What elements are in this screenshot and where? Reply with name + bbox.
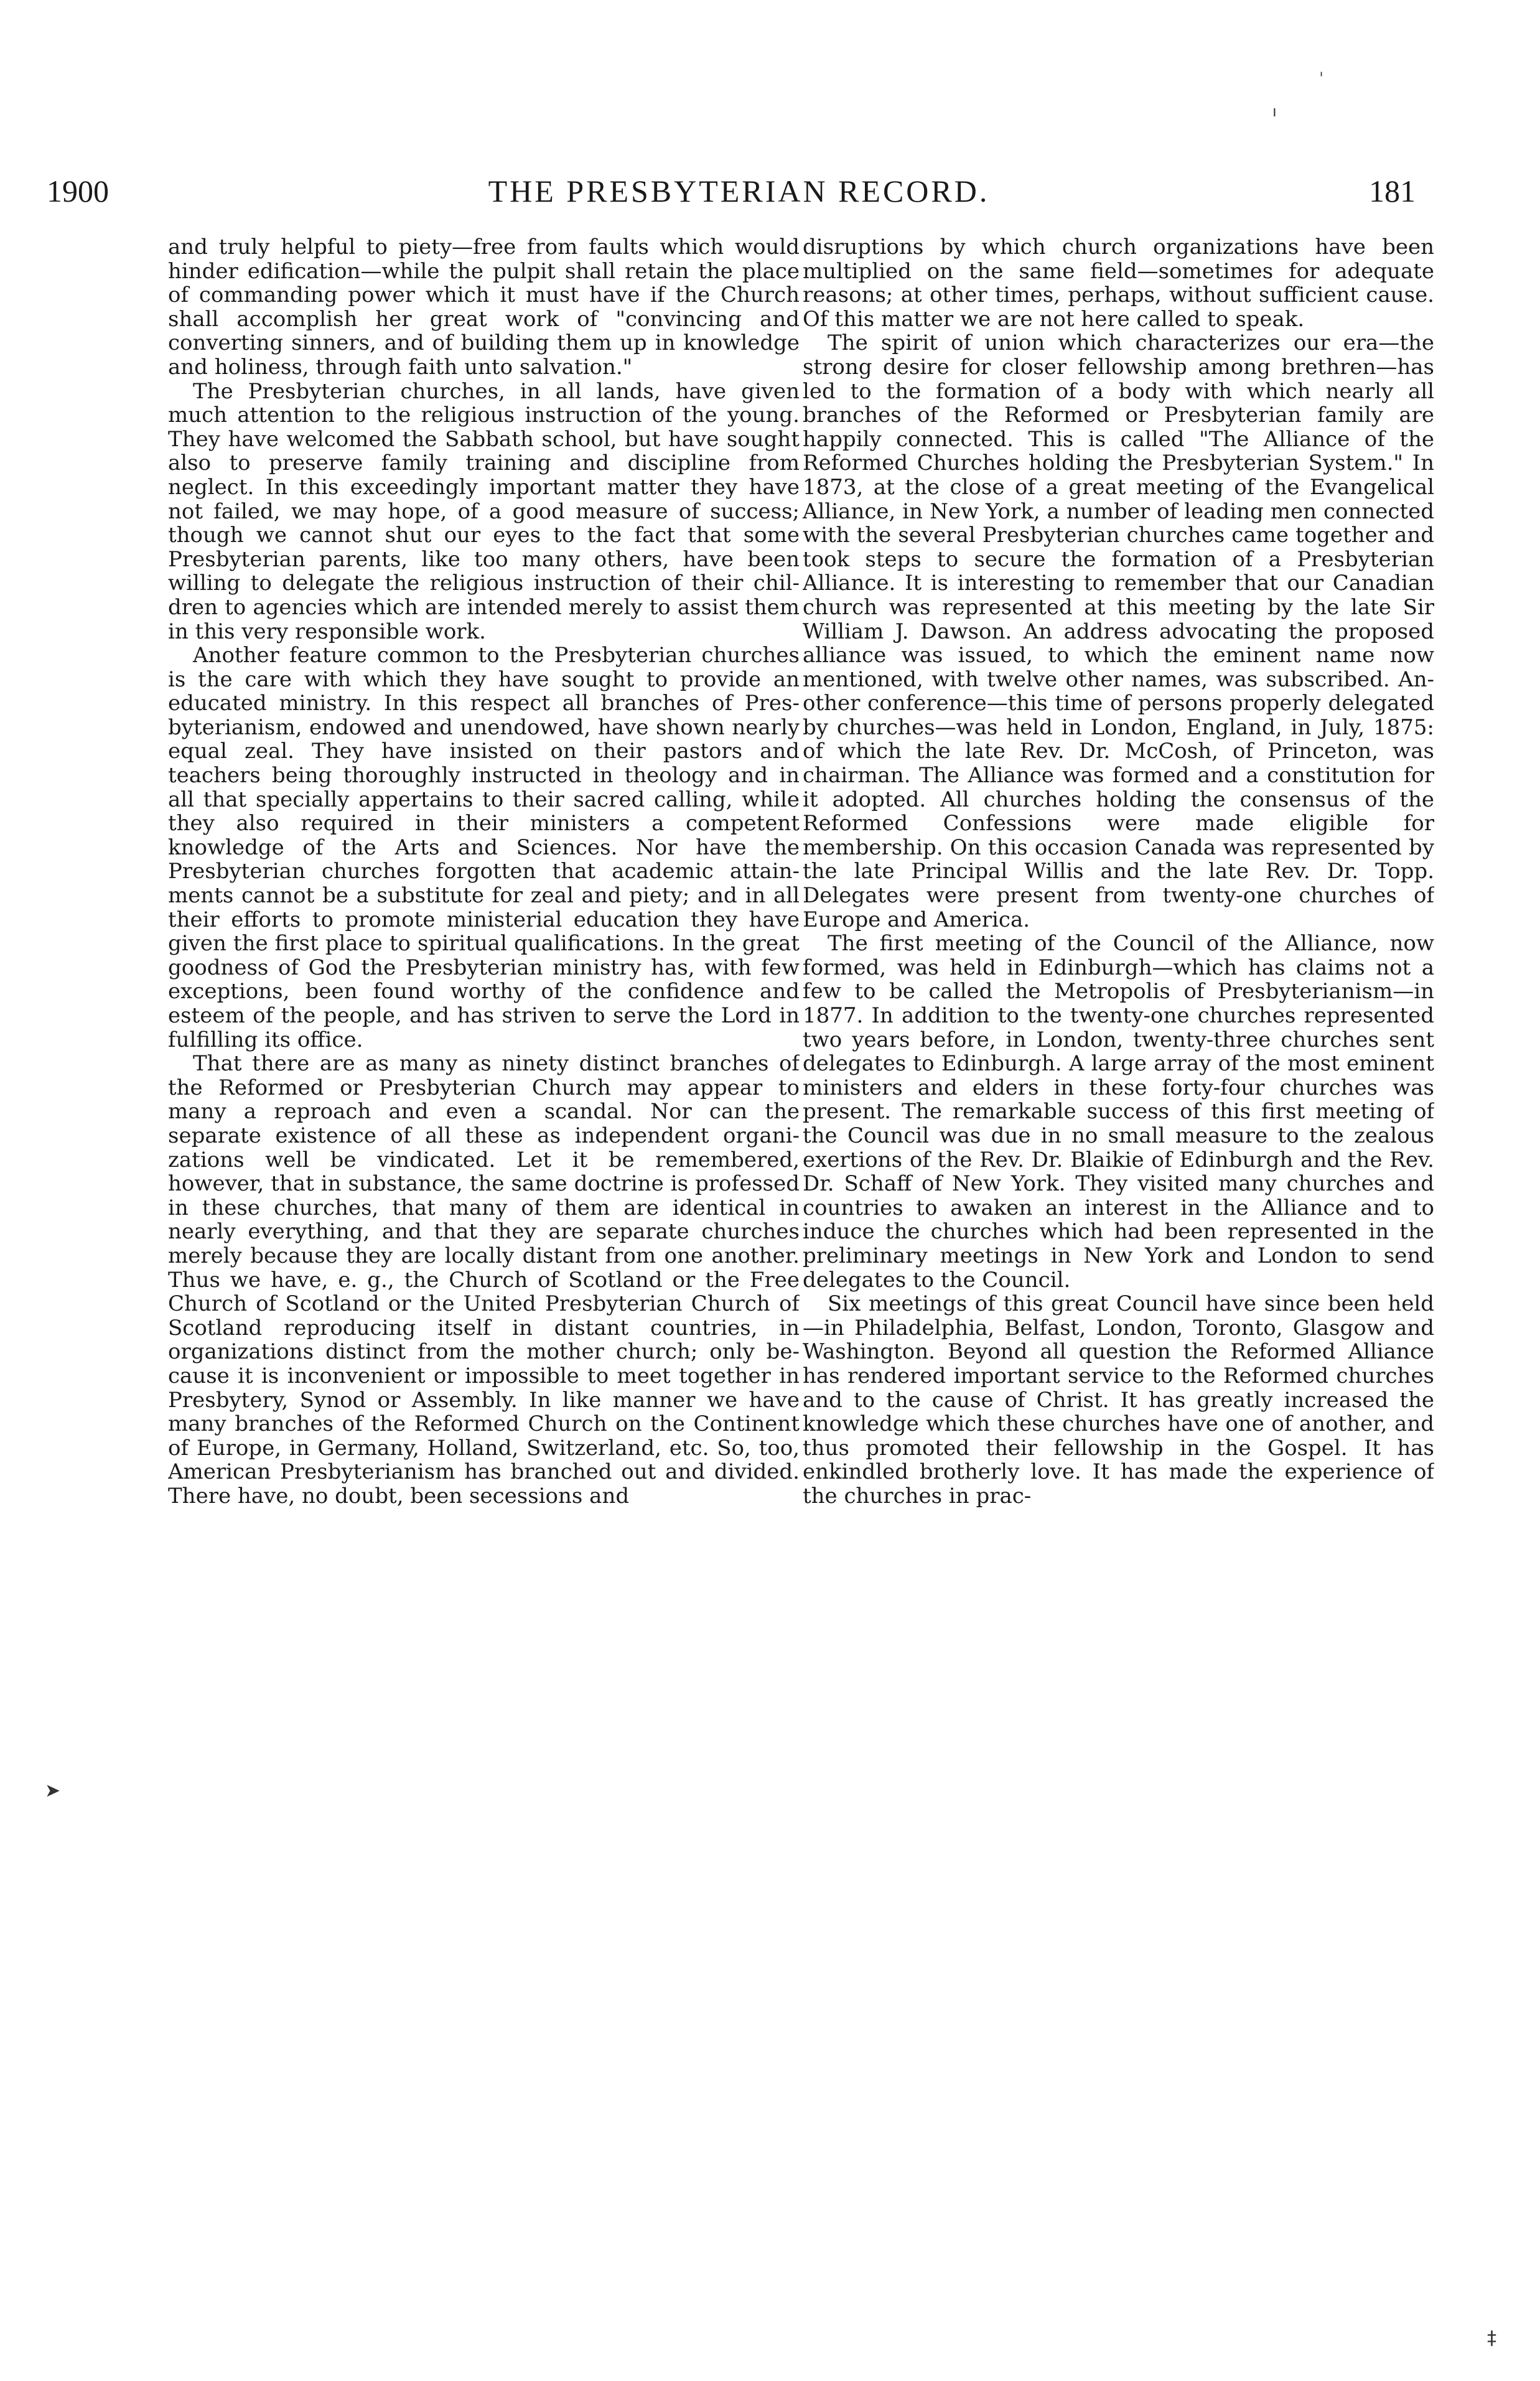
scan-arrow-mark-icon: ➤ [45,1780,61,1802]
page-number: 181 [1368,174,1416,208]
paragraph: Six meetings of this great Council have since been held—in Philadelphia, Belfast, London, Toronto, Glasgow and Washington. Beyond all question the Reformed Alliance has rendered important service to the Reformed churches and to the cause of Christ. It has greatly increased the knowledge which these churches have one of another, and thus promoted their fellowship in the Gospel. It has enkindled brotherly love. It has made the experience of the churches in prac- [803,1291,1434,1509]
scan-speck-icon: ‡ [1487,2327,1496,2349]
header-year: 1900 [47,174,109,208]
paragraph: disruptions by which church organizations have been multiplied on the same field—sometimes for adequate reasons; at other times, perhaps, without sufficient cause. Of this matter we are not here called to speak. [803,235,1434,332]
scan-speck-icon: ˈ [1319,70,1324,88]
right-column [803,235,1434,2301]
paragraph: The spirit of union which characterizes our era—the strong desire for closer fellowship among brethren—has led to the formation of a body with which nearly all branches of the Reformed or Presbyterian family are happily connected. This is called "The Alliance of the Reformed Churches holding the Presbyterian System." In 1873, at the close of a great meeting of the Evangelical Alliance, in New York, a number of leading men connected with the several Presbyterian churches came together and took steps to secure the formation of a Presbyterian Alliance. It is interesting to remember that our Canadian church was represented at this meeting by the late Sir William J. Dawson. An address advocating the proposed alliance was issued, to which the eminent name now mentioned, with twelve other names, was subscribed. Another conference—this time of persons properly delegated by churches—was held in London, England, in July, 1875: of which the late Rev. Dr. McCosh, of Princeton, was chairman. The Alliance was formed and a constitution for it adopted. All churches holding the consensus of the Reformed Confessions were made eligible for membership. On this occasion Canada was represented by the late Principal Willis and the late Rev. Dr. Topp. Delegates were present from twenty-one churches of Europe and America. [803,330,1434,932]
journal-title: THE PRESBYTERIAN RECORD. [488,174,990,208]
left-column [168,235,800,2301]
paragraph: That there are as many as ninety distinct branches of the Reformed or Presbyterian Church may appear to many a reproach and even a scandal. Nor can the separate existence of all these as independent organizations well be vindicated. Let it be remembered, however, that in substance, the same doctrine is professed in these churches, that many of them are identical in nearly everything, and that they are separate churches merely because they are locally distant from one another. Thus we have, e. g., the Church of Scotland or the Free Church of Scotland or the United Presbyterian Church of Scotland reproducing itself in distant countries, in organizations distinct from the mother church; only because it is inconvenient or impossible to meet together in Presbytery, Synod or Assembly. In like manner we have many branches of the Reformed Church on the Continent of Europe, in Germany, Holland, Switzerland, etc. So, too, American Presbyterianism has branched out and divided. There have, no doubt, been secessions and [168,1051,800,1509]
paragraph: The first meeting of the Council of the Alliance, now formed, was held in Edinburgh—which has claims not a few to be called the Metropolis of Presbyterianism—in 1877. In addition to the twenty-one churches represented two years before, in London, twenty-three churches sent delegates to Edinburgh. A large array of the most eminent ministers and elders in these forty-four churches was present. The remarkable success of this first meeting of the Council was due in no small measure to the zealous exertions of the Rev. Dr. Blaikie of Edinburgh and the Rev. Dr. Schaff of New York. They visited many churches and countries to awaken an interest in the Alliance and to induce the churches which had been represented in the preliminary meetings in New York and London to send delegates to the Council. [803,931,1434,1293]
paragraph: The Presbyterian churches, in all lands, have given much attention to the religious instruction of the young. They have welcomed the Sabbath school, but have sought also to preserve family training and discipline from neglect. In this exceedingly important matter they have not failed, we may hope, of a good measure of success; though we cannot shut our eyes to the fact that some Presbyterian parents, like too many others, have been willing to delegate the religious instruction of their children to agencies which are intended merely to assist them in this very responsible work. [168,378,800,644]
paragraph: Another feature common to the Presbyterian churches is the care with which they have sought to provide an educated ministry. In this respect all branches of Presbyterianism, endowed and unendowed, have shown nearly equal zeal. They have insisted on their pastors and teachers being thoroughly instructed in theology and in all that specially appertains to their sacred calling, while they also required in their ministers a competent knowledge of the Arts and Sciences. Nor have the Presbyterian churches forgotten that academic attainments cannot be a substitute for zeal and piety; and in all their efforts to promote ministerial education they have given the first place to spiritual qualifications. In the great goodness of God the Presbyterian ministry has, with few exceptions, been found worthy of the confidence and esteem of the people, and has striven to serve the Lord in fulfilling its office. [168,643,800,1052]
scan-speck-icon: ı [1272,103,1277,120]
running-header [47,173,1416,217]
paragraph: and truly helpful to piety—free from faults which would hinder edification—while the pulpit shall retain the place of commanding power which it must have if the Church shall accomplish her great work of "convincing and converting sinners, and of building them up in knowledge and holiness, through faith unto salvation." [168,235,800,380]
